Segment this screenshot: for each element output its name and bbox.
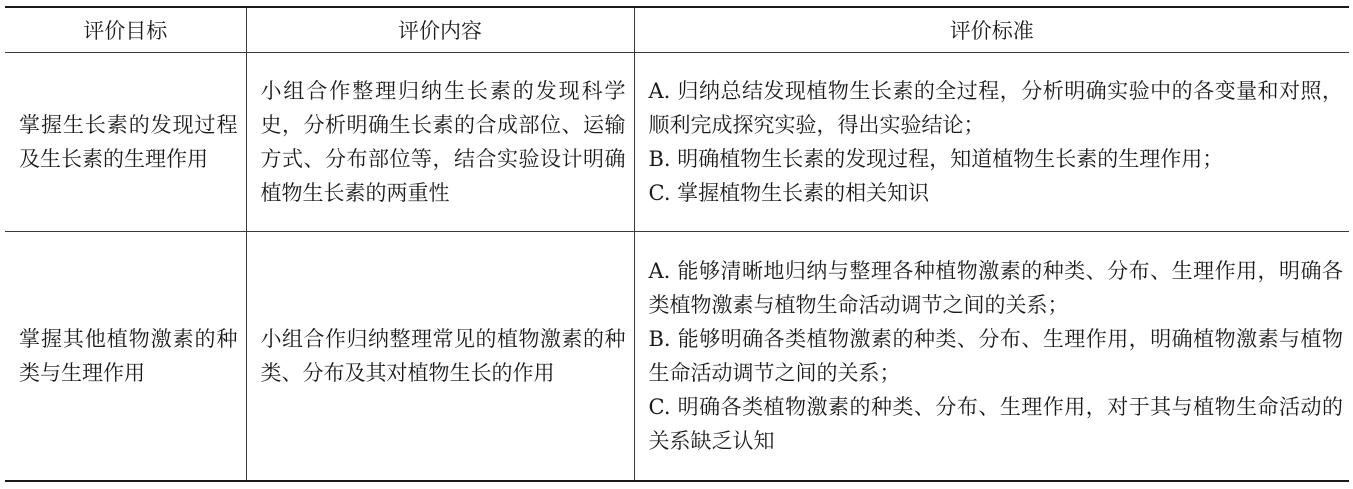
standard-a: A. 归纳总结发现植物生长素的全过程，分析明确实验中的各变量和对照，顺利完成探究实验，得出实验结论； <box>648 79 1343 137</box>
standard-c: C. 明确各类植物激素的种类、分布、生理作用，对于其与植物生命活动的关系缺乏认知 <box>648 395 1343 453</box>
evaluation-table <box>5 6 1349 482</box>
header-content: 评价内容 <box>246 7 634 53</box>
cell-content: 小组合作整理归纳生长素的发现科学史，分析明确生长素的合成部位、运输方式、分布部位等，结合实验设计明确植物生长素的两重性 <box>246 53 634 232</box>
header-row <box>5 7 1349 53</box>
header-goal: 评价目标 <box>5 7 246 53</box>
cell-content: 小组合作归纳整理常见的植物激素的种类、分布及其对植物生长的作用 <box>246 232 634 482</box>
table-row <box>5 232 1349 482</box>
standard-b: B. 能够明确各类植物激素的种类、分布、生理作用，明确植物激素与植物生命活动调节之间的关系； <box>648 327 1343 385</box>
cell-standards <box>634 53 1349 232</box>
standard-b: B. 明确植物生长素的发现过程，知道植物生长素的生理作用； <box>648 147 1224 171</box>
cell-goal: 掌握生长素的发现过程及生长素的生理作用 <box>5 53 246 232</box>
standard-c: C. 掌握植物生长素的相关知识 <box>648 181 930 205</box>
header-standard: 评价标准 <box>634 7 1349 53</box>
table-row <box>5 53 1349 232</box>
cell-goal: 掌握其他植物激素的种类与生理作用 <box>5 232 246 482</box>
standard-a: A. 能够清晰地归纳与整理各种植物激素的种类、分布、生理作用，明确各类植物激素与植物生命活动调节之间的关系； <box>648 259 1343 317</box>
cell-standards <box>634 232 1349 482</box>
